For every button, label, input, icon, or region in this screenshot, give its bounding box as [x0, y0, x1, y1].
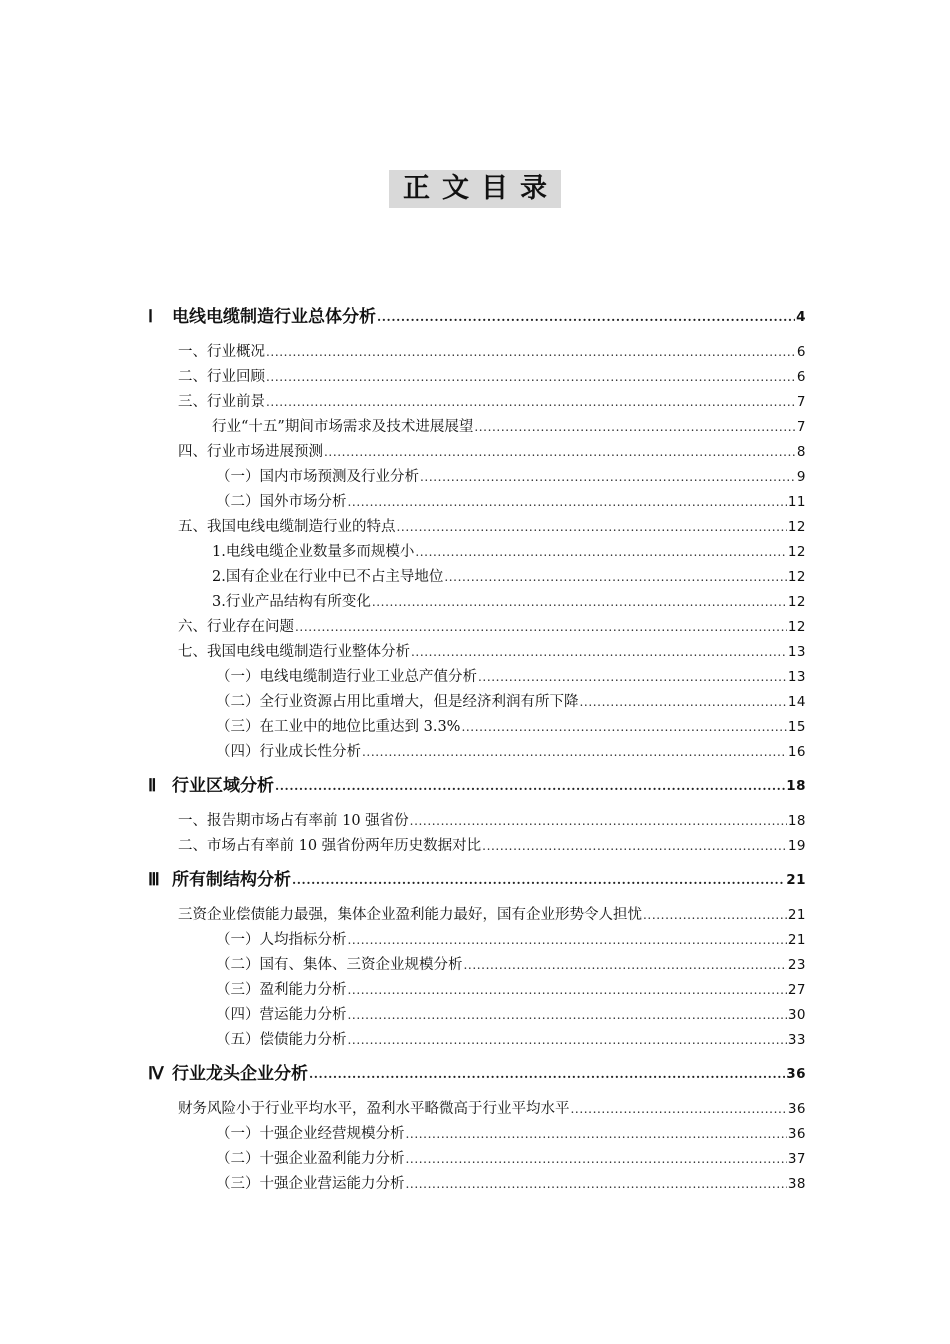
- toc-chapter-title: 所有制结构分析: [172, 870, 291, 890]
- dot-leader: [348, 1006, 787, 1024]
- toc-entry-label: 七、我国电线电缆制造行业整体分析: [178, 644, 410, 660]
- dot-leader: [461, 718, 786, 736]
- toc-entry[interactable]: [148, 461, 806, 486]
- dot-leader: [372, 593, 787, 611]
- toc-page-number: 36: [787, 1126, 806, 1142]
- dot-leader: [348, 1031, 787, 1049]
- toc-chapter-number: Ⅲ: [148, 870, 160, 889]
- toc-entry-label: （一）国内市场预测及行业分析: [216, 469, 419, 485]
- toc-page-number: 7: [796, 419, 806, 435]
- dot-leader: [478, 668, 787, 686]
- toc-page-number: 12: [787, 619, 806, 635]
- toc-entry-label: 一、行业概况: [178, 344, 265, 360]
- toc-chapter-entry[interactable]: [148, 1057, 806, 1083]
- toc-page-number: 19: [787, 838, 806, 854]
- dot-leader: [415, 543, 786, 561]
- toc-page-number: 38: [787, 1176, 806, 1192]
- dot-leader: [571, 1100, 787, 1118]
- toc-page-number: 27: [787, 982, 806, 998]
- toc-page-number: 18: [786, 778, 806, 794]
- toc-page-number: 13: [787, 669, 806, 685]
- toc-entry-label: （五）偿债能力分析: [216, 1032, 347, 1048]
- toc-chapter-title: 行业龙头企业分析: [172, 1064, 308, 1084]
- toc-entry-label: （三）十强企业营运能力分析: [216, 1176, 405, 1192]
- table-of-contents: [148, 300, 806, 1193]
- dot-leader: [266, 343, 796, 361]
- toc-entry-label: 三、行业前景: [178, 394, 265, 410]
- page-title-wrap: [0, 170, 950, 208]
- toc-entry-label: （三）在工业中的地位比重达到 3.3%: [216, 719, 461, 735]
- toc-page-number: 11: [787, 494, 806, 510]
- dot-leader: [348, 931, 787, 949]
- dot-leader: [410, 812, 787, 830]
- toc-entry[interactable]: [148, 974, 806, 999]
- toc-page-number: 12: [787, 594, 806, 610]
- toc-chapter-entry[interactable]: [148, 863, 806, 889]
- dot-leader: [348, 493, 787, 511]
- dot-leader: [474, 418, 796, 436]
- toc-entry-label: （二）全行业资源占用比重增大，但是经济利润有所下降: [216, 694, 579, 710]
- toc-page-number: 6: [796, 344, 806, 360]
- toc-page-number: 12: [787, 569, 806, 585]
- dot-leader: [266, 393, 796, 411]
- toc-page-number: 21: [786, 872, 806, 888]
- toc-entry[interactable]: [148, 661, 806, 686]
- toc-entry[interactable]: [148, 561, 806, 586]
- page-title: 正文目录: [389, 170, 561, 208]
- toc-entry[interactable]: [148, 511, 806, 536]
- toc-entry[interactable]: [148, 1143, 806, 1168]
- toc-entry[interactable]: [148, 1118, 806, 1143]
- toc-entry[interactable]: [148, 436, 806, 461]
- toc-chapter-entry[interactable]: [148, 769, 806, 795]
- toc-entry-label: [148, 871, 291, 889]
- toc-entry-label: （二）国有、集体、三资企业规模分析: [216, 957, 463, 973]
- toc-entry[interactable]: [148, 1024, 806, 1049]
- toc-chapter-title: 电线电缆制造行业总体分析: [172, 307, 376, 327]
- toc-entry[interactable]: [148, 830, 806, 855]
- toc-page-number: 16: [787, 744, 806, 760]
- toc-page-number: 18: [787, 813, 806, 829]
- toc-entry[interactable]: [148, 999, 806, 1024]
- toc-entry-label: （二）十强企业盈利能力分析: [216, 1151, 405, 1167]
- dot-leader: [444, 568, 786, 586]
- dot-leader: [406, 1150, 787, 1168]
- dot-leader: [362, 743, 787, 761]
- toc-chapter-entry[interactable]: [148, 300, 806, 326]
- toc-entry-label: （二）国外市场分析: [216, 494, 347, 510]
- toc-entry-label: （三）盈利能力分析: [216, 982, 347, 998]
- toc-entry[interactable]: [148, 611, 806, 636]
- toc-entry-label: 财务风险小于行业平均水平，盈利水平略微高于行业平均水平: [178, 1101, 570, 1117]
- toc-entry[interactable]: [148, 949, 806, 974]
- toc-entry[interactable]: [148, 686, 806, 711]
- toc-page-number: 8: [796, 444, 806, 460]
- toc-entry[interactable]: [148, 586, 806, 611]
- dot-leader: [406, 1175, 787, 1193]
- toc-entry-label: [148, 308, 376, 326]
- toc-page-number: 36: [787, 1101, 806, 1117]
- dot-leader: [309, 1065, 785, 1083]
- toc-page-number: 15: [787, 719, 806, 735]
- toc-entry[interactable]: [148, 636, 806, 661]
- toc-entry-label: （一）电线电缆制造行业工业总产值分析: [216, 669, 477, 685]
- toc-entry[interactable]: [148, 486, 806, 511]
- toc-entry-label: 1.电线电缆企业数量多而规模小: [212, 544, 415, 560]
- dot-leader: [324, 443, 796, 461]
- toc-entry[interactable]: [148, 1168, 806, 1193]
- dot-leader: [411, 643, 787, 661]
- toc-page-number: 14: [787, 694, 806, 710]
- dot-leader: [406, 1125, 787, 1143]
- toc-chapter-number: Ⅳ: [148, 1064, 164, 1083]
- toc-entry-label: 五、我国电线电缆制造行业的特点: [178, 519, 396, 535]
- dot-leader: [420, 468, 796, 486]
- dot-leader: [482, 837, 787, 855]
- toc-chapter-title: 行业区域分析: [172, 776, 274, 796]
- dot-leader: [292, 871, 785, 889]
- toc-entry[interactable]: [148, 924, 806, 949]
- toc-page-number: 30: [787, 1007, 806, 1023]
- toc-entry[interactable]: [148, 736, 806, 761]
- toc-entry-label: 二、市场占有率前 10 强省份两年历史数据对比: [178, 838, 482, 854]
- toc-entry-label: 二、行业回顾: [178, 369, 265, 385]
- dot-leader: [643, 906, 787, 924]
- toc-entry-label: 三资企业偿债能力最强，集体企业盈利能力最好，国有企业形势令人担忧: [178, 907, 642, 923]
- toc-entry[interactable]: [148, 1093, 806, 1118]
- toc-entry-label: [148, 777, 274, 795]
- dot-leader: [275, 777, 785, 795]
- toc-page-number: 33: [787, 1032, 806, 1048]
- toc-page-number: 21: [787, 907, 806, 923]
- dot-leader: [580, 693, 787, 711]
- toc-page-number: 21: [787, 932, 806, 948]
- toc-chapter-number: Ⅱ: [148, 776, 157, 795]
- toc-entry[interactable]: [148, 336, 806, 361]
- toc-entry-label: （四）营运能力分析: [216, 1007, 347, 1023]
- toc-page-number: 6: [796, 369, 806, 385]
- dot-leader: [295, 618, 787, 636]
- toc-entry[interactable]: [148, 411, 806, 436]
- toc-entry[interactable]: [148, 536, 806, 561]
- toc-page-number: 12: [787, 544, 806, 560]
- toc-entry-label: （一）人均指标分析: [216, 932, 347, 948]
- toc-entry[interactable]: [148, 805, 806, 830]
- toc-page-number: 9: [796, 469, 806, 485]
- dot-leader: [266, 368, 796, 386]
- toc-entry-label: 一、报告期市场占有率前 10 强省份: [178, 813, 409, 829]
- toc-page-number: 7: [796, 394, 806, 410]
- dot-leader: [464, 956, 787, 974]
- toc-page-number: 37: [787, 1151, 806, 1167]
- toc-entry-label: （四）行业成长性分析: [216, 744, 361, 760]
- toc-entry[interactable]: [148, 711, 806, 736]
- toc-entry-label: 2.国有企业在行业中已不占主导地位: [212, 569, 444, 585]
- toc-entry-label: 3.行业产品结构有所变化: [212, 594, 371, 610]
- toc-entry[interactable]: [148, 386, 806, 411]
- toc-entry-label: 六、行业存在问题: [178, 619, 294, 635]
- toc-entry[interactable]: [148, 361, 806, 386]
- dot-leader: [348, 981, 787, 999]
- toc-chapter-number: Ⅰ: [148, 307, 154, 326]
- toc-entry-label: 行业“十五”期间市场需求及技术进展展望: [212, 419, 474, 435]
- dot-leader: [397, 518, 787, 536]
- toc-page-number: 4: [796, 309, 806, 325]
- toc-page-number: 12: [787, 519, 806, 535]
- dot-leader: [377, 308, 795, 326]
- toc-entry[interactable]: [148, 899, 806, 924]
- toc-page-number: 36: [786, 1066, 806, 1082]
- toc-page-number: 13: [787, 644, 806, 660]
- toc-entry-label: 四、行业市场进展预测: [178, 444, 323, 460]
- toc-page-number: 23: [787, 957, 806, 973]
- toc-entry-label: [148, 1065, 308, 1083]
- toc-entry-label: （一）十强企业经营规模分析: [216, 1126, 405, 1142]
